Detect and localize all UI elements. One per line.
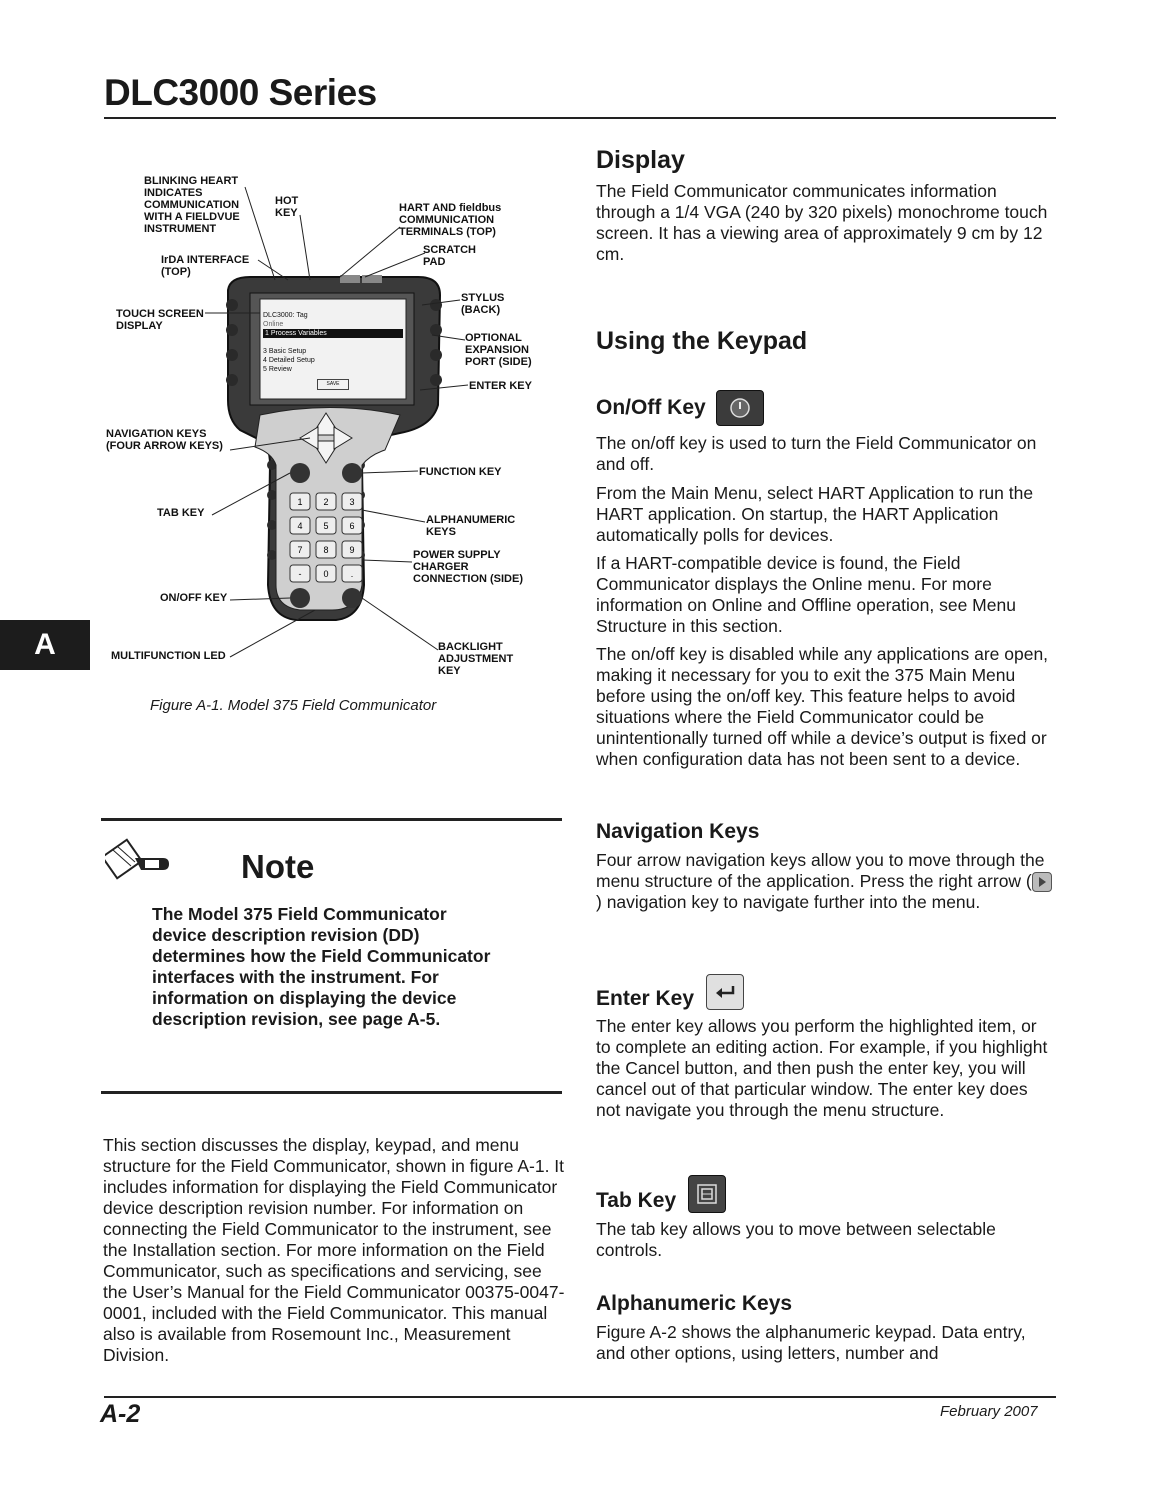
keypad-key-label: 9 <box>349 545 355 555</box>
screen-item: 3 Basic Setup <box>263 348 307 355</box>
onoff-paragraph-4: The on/off key is disabled while any applications are open, making it necessary for you to exit the 375 Main Menu before using the on/off key. This feature helps to avoid situations where the Field Communicator could be unintentionally turned off while a device’s output is fixed or when configuration data has not been sent to a device. <box>596 644 1049 769</box>
right-arrow-icon <box>1032 872 1052 892</box>
callout-expansion: OPTIONAL EXPANSION PORT (SIDE) <box>465 332 532 368</box>
onoff-paragraph-1: The on/off key is used to turn the Field Communicator on and off. <box>596 433 1037 474</box>
screen-item: 1 Process Variables <box>263 329 403 338</box>
keypad-key <box>290 517 310 534</box>
display-text: The Field Communicator communicates information through a 1/4 VGA (240 by 320 pixels) monochrome touch screen. It has a viewing area of approximately 9 cm by 12 cm. <box>596 181 1048 264</box>
power-key-icon <box>716 390 764 426</box>
callout-on-off-key: ON/OFF KEY <box>160 592 228 604</box>
keypad-key-label: 7 <box>297 545 303 555</box>
note-hand-icon <box>105 836 175 887</box>
callout-alphanumeric: ALPHANUMERIC KEYS <box>426 514 516 538</box>
note-text: The Model 375 Field Communicator device description revision (DD) determines how the Field Communicator interfaces with the instrument. For information on displaying the device description revision, see page A-5. <box>152 904 491 1029</box>
enter-heading-row <box>596 973 744 1011</box>
onoff-paragraph-2: From the Main Menu, select HART Application to run the HART application. On startup, the HART Application automatically polls for devices. <box>596 483 1034 545</box>
keypad-key <box>316 541 336 558</box>
keypad-key <box>342 541 362 558</box>
screen-item: 5 Review <box>263 366 292 373</box>
screen-save-button: SAVE <box>317 379 349 390</box>
onoff-heading-row <box>596 390 764 426</box>
keypad-key <box>316 517 336 534</box>
keypad-key-label: 0 <box>323 569 329 579</box>
section-tab: A <box>0 620 90 670</box>
alnum-heading: Alphanumeric Keys <box>596 1292 793 1315</box>
nav-heading: Navigation Keys <box>596 820 760 843</box>
keypad-key <box>290 565 310 582</box>
figure-caption: Figure A-1. Model 375 Field Communicator <box>150 697 437 714</box>
keypad-heading: Using the Keypad <box>596 327 808 355</box>
keypad-key-label: 4 <box>297 521 303 531</box>
enter-text: The enter key allows you perform the highlighted item, or to complete an editing action. For example, if you highlight the Cancel button, and then push the enter key, you will cancel out of that particular window. The enter key does not navigate you through the menu structure. <box>596 1016 1048 1120</box>
device-screen <box>263 311 403 390</box>
keypad-key <box>342 565 362 582</box>
note-top-rule <box>101 818 562 821</box>
keypad-key <box>290 493 310 510</box>
callout-stylus: STYLUS (BACK) <box>461 292 505 316</box>
intro-paragraph: This section discusses the display, keypad, and menu structure for the Field Communicator, shown in figure A-1. It includes information for displaying the Field Communicator device description revision number. For information on connecting the Field Communicator to the instrument, see the Installation section. For more information on the Field Communicator, such as specifications and servicing, see the User’s Manual for the Field Communicator 00375-0047-0001, included with the Field Communicator. This manual also is available from Rosemount Inc., Measurement Division. <box>103 1135 565 1365</box>
keypad-key <box>342 517 362 534</box>
screen-item: 4 Detailed Setup <box>263 357 315 364</box>
keypad-key-label: - <box>298 569 302 579</box>
callout-touch-screen: TOUCH SCREEN DISPLAY <box>116 308 204 332</box>
keypad-key-label: 6 <box>349 521 355 531</box>
nav-text-end: ) navigation key to navigate further into the menu. <box>596 892 981 913</box>
callout-heart: BLINKING HEART INDICATES COMMUNICATION WITH A FIELDVUE INSTRUMENT <box>144 175 240 235</box>
note-heading: Note <box>241 848 315 885</box>
keypad-key-label: 8 <box>323 545 329 555</box>
callout-scratch-pad: SCRATCH PAD <box>423 244 476 268</box>
keypad-key-label: 5 <box>323 521 329 531</box>
tab-heading-row <box>596 1175 726 1213</box>
screen-sub: Online <box>263 321 284 328</box>
callout-function-key: FUNCTION KEY <box>419 466 502 478</box>
display-heading: Display <box>596 146 685 174</box>
callout-backlight: BACKLIGHT ADJUSTMENT KEY <box>438 641 514 677</box>
alnum-text: Figure A-2 shows the alphanumeric keypad. Data entry, and other options, using letters, number and <box>596 1322 1026 1363</box>
nav-text <box>596 850 1056 913</box>
onoff-paragraph-3: If a HART-compatible device is found, the Field Communicator displays the Online menu. For more information on Online and Offline operation, see Menu Structure in this section. <box>596 553 1016 636</box>
keypad-key <box>342 493 362 510</box>
keypad-key <box>290 541 310 558</box>
screen-tag: DLC3000: Tag <box>263 312 308 319</box>
tab-heading: Tab Key <box>596 1189 677 1212</box>
note-bottom-rule <box>101 1091 562 1094</box>
callout-navigation-keys: NAVIGATION KEYS (FOUR ARROW KEYS) <box>106 428 223 452</box>
keypad-key-label: 3 <box>349 497 355 507</box>
callout-power-supply: POWER SUPPLY CHARGER CONNECTION (SIDE) <box>413 549 523 585</box>
callout-irda: IrDA INTERFACE (TOP) <box>161 254 250 278</box>
tab-key-icon <box>688 1175 726 1213</box>
enter-heading: Enter Key <box>596 987 695 1010</box>
page-number: A-2 <box>100 1400 141 1428</box>
footer-rule <box>104 1396 1056 1398</box>
callout-multifunction-led: MULTIFUNCTION LED <box>111 650 226 662</box>
keypad-key-label: 1 <box>297 497 303 507</box>
header-rule <box>104 117 1056 119</box>
device-figure <box>100 165 570 685</box>
onoff-heading: On/Off Key <box>596 396 706 419</box>
footer-date: February 2007 <box>940 1403 1038 1420</box>
enter-key-icon <box>706 974 744 1010</box>
tab-text: The tab key allows you to move between selectable controls. <box>596 1219 996 1260</box>
keypad-key-label: . <box>350 569 354 579</box>
callout-enter-key: ENTER KEY <box>469 380 532 392</box>
callout-tab-key: TAB KEY <box>157 507 205 519</box>
keypad-key-label: 2 <box>323 497 329 507</box>
keypad-key <box>316 493 336 510</box>
nav-text-start: Four arrow navigation keys allow you to move through the menu structure of the application. Press the right arrow ( <box>596 850 1045 891</box>
page-title: DLC3000 Series <box>104 72 377 113</box>
keypad-key <box>316 565 336 582</box>
callout-hot-key: HOT KEY <box>275 195 299 219</box>
callout-hart: HART AND fieldbus COMMUNICATION TERMINALS (TOP) <box>399 202 502 238</box>
field-communicator-illustration <box>100 165 570 685</box>
